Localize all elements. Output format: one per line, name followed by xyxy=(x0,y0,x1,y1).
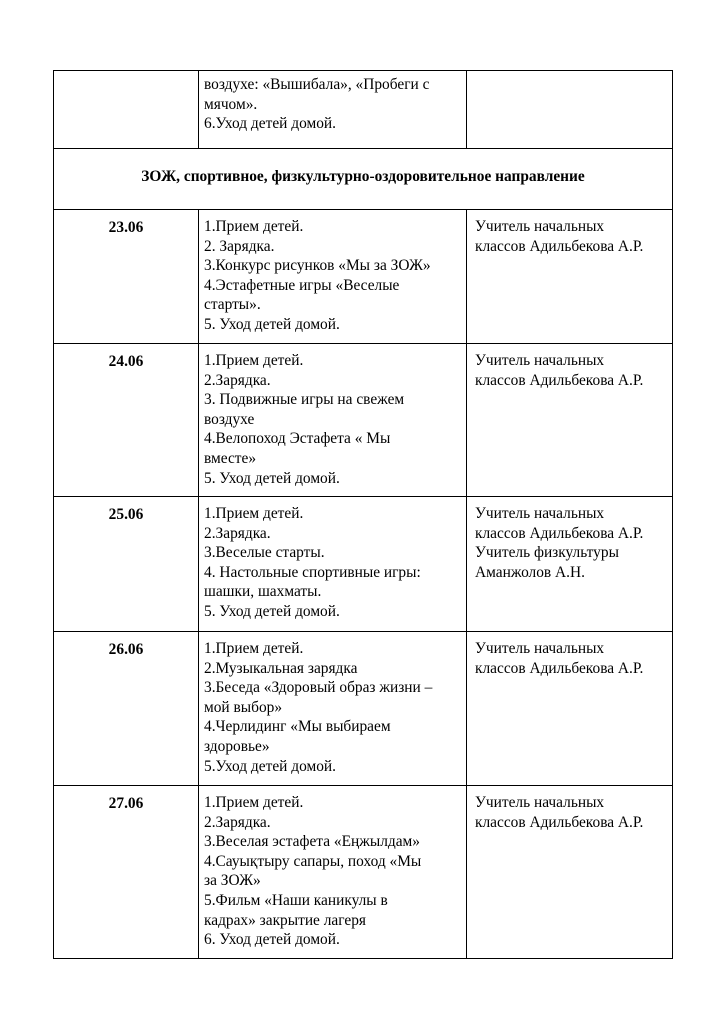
responsible-line: Учитель начальных xyxy=(475,640,605,657)
activity-line: 1.Прием детей. xyxy=(204,352,304,369)
activity-line: 1.Прием детей. xyxy=(204,505,304,522)
section-title: ЗОЖ, спортивное, физкультурно-оздоровительное направление xyxy=(54,149,673,210)
responsible-line: классов Адильбекова А.Р. xyxy=(475,813,644,831)
date-cell: 23.06 xyxy=(54,210,199,344)
activity-line: 4.Велопоход Эстафета « Мы xyxy=(204,430,391,448)
activity-line: 3.Беседа «Здоровый образ жизни – xyxy=(204,679,433,697)
date-cell: 27.06 xyxy=(54,786,199,959)
responsible-line: Учитель начальных xyxy=(475,218,605,235)
activities-cell xyxy=(199,632,467,786)
activity-line: 3.Конкурс рисунков «Мы за ЗОЖ» xyxy=(204,257,431,275)
activity-line: 2.Зарядка. xyxy=(204,371,271,389)
activity-line: вместе» xyxy=(204,449,257,467)
activity-line: кадрах» закрытие лагеря xyxy=(204,911,366,929)
responsible-line: классов Адильбекова А.Р. xyxy=(475,371,644,389)
table-row xyxy=(54,210,673,344)
activity-line: 5. Уход детей домой. xyxy=(204,315,340,333)
responsible-line: Учитель начальных xyxy=(475,505,605,522)
date-cell xyxy=(54,71,199,149)
activity-line: шашки, шахматы. xyxy=(204,583,322,601)
activities-cell xyxy=(199,786,467,959)
responsible-line: Учитель физкультуры xyxy=(475,544,619,562)
activity-line: 2.Зарядка. xyxy=(204,813,271,831)
section-header-row xyxy=(54,149,673,210)
activity-line: 5. Уход детей домой. xyxy=(204,602,340,620)
activity-line: 2.Музыкальная зарядка xyxy=(204,659,358,677)
activity-line: 2. Зарядка. xyxy=(204,237,275,255)
activity-line: 2.Зарядка. xyxy=(204,524,271,542)
activity-line: 4. Настольные спортивные игры: xyxy=(204,563,421,581)
date-cell: 26.06 xyxy=(54,632,199,786)
activities-cell xyxy=(199,210,467,344)
activity-line: 5.Уход детей домой. xyxy=(204,757,336,775)
responsible-cell xyxy=(467,71,673,149)
activities-cell xyxy=(199,497,467,632)
activity-line: 3.Веселая эстафета «Еңжылдам» xyxy=(204,833,420,851)
responsible-cell xyxy=(467,344,673,497)
activity-line: здоровье» xyxy=(204,737,270,755)
date-cell: 25.06 xyxy=(54,497,199,632)
table-row-continuation xyxy=(54,71,673,149)
table-row xyxy=(54,344,673,497)
activity-line: 4.Эстафетные игры «Веселые xyxy=(204,276,400,294)
activity-line: 3.Веселые старты. xyxy=(204,544,325,562)
table-row xyxy=(54,632,673,786)
responsible-line: классов Адильбекова А.Р. xyxy=(475,237,644,255)
activity-line: воздухе: «Вышибала», «Пробеги с xyxy=(204,76,430,93)
activity-line: 5. Уход детей домой. xyxy=(204,469,340,487)
activity-line: старты». xyxy=(204,296,261,314)
schedule-table xyxy=(53,70,673,959)
activity-line: за ЗОЖ» xyxy=(204,872,261,890)
responsible-line: Учитель начальных xyxy=(475,794,605,811)
activity-line: 6. Уход детей домой. xyxy=(204,931,340,949)
activity-line: 4.Черлидинг «Мы выбираем xyxy=(204,718,391,736)
activity-line: 6.Уход детей домой. xyxy=(204,115,336,133)
activities-cell xyxy=(199,344,467,497)
table-row xyxy=(54,497,673,632)
responsible-cell xyxy=(467,786,673,959)
date-cell: 24.06 xyxy=(54,344,199,497)
activity-line: мячом». xyxy=(204,95,258,113)
activity-line: 1.Прием детей. xyxy=(204,218,304,235)
responsible-line: Аманжолов А.Н. xyxy=(475,563,585,581)
activity-line: мой выбор» xyxy=(204,698,283,716)
activities-cell xyxy=(199,71,467,149)
responsible-line: классов Адильбекова А.Р. xyxy=(475,659,644,677)
activity-line: 1.Прием детей. xyxy=(204,794,304,811)
responsible-cell xyxy=(467,632,673,786)
activity-line: 1.Прием детей. xyxy=(204,640,304,657)
activity-line: воздухе xyxy=(204,410,255,428)
responsible-cell xyxy=(467,497,673,632)
responsible-line: Учитель начальных xyxy=(475,352,605,369)
activity-line: 3. Подвижные игры на свежем xyxy=(204,391,405,409)
responsible-line: классов Адильбекова А.Р. xyxy=(475,524,644,542)
responsible-cell xyxy=(467,210,673,344)
activity-line: 5.Фильм «Наши каникулы в xyxy=(204,891,388,909)
table-row xyxy=(54,786,673,959)
activity-line: 4.Сауықтыру сапары, поход «Мы xyxy=(204,852,422,870)
